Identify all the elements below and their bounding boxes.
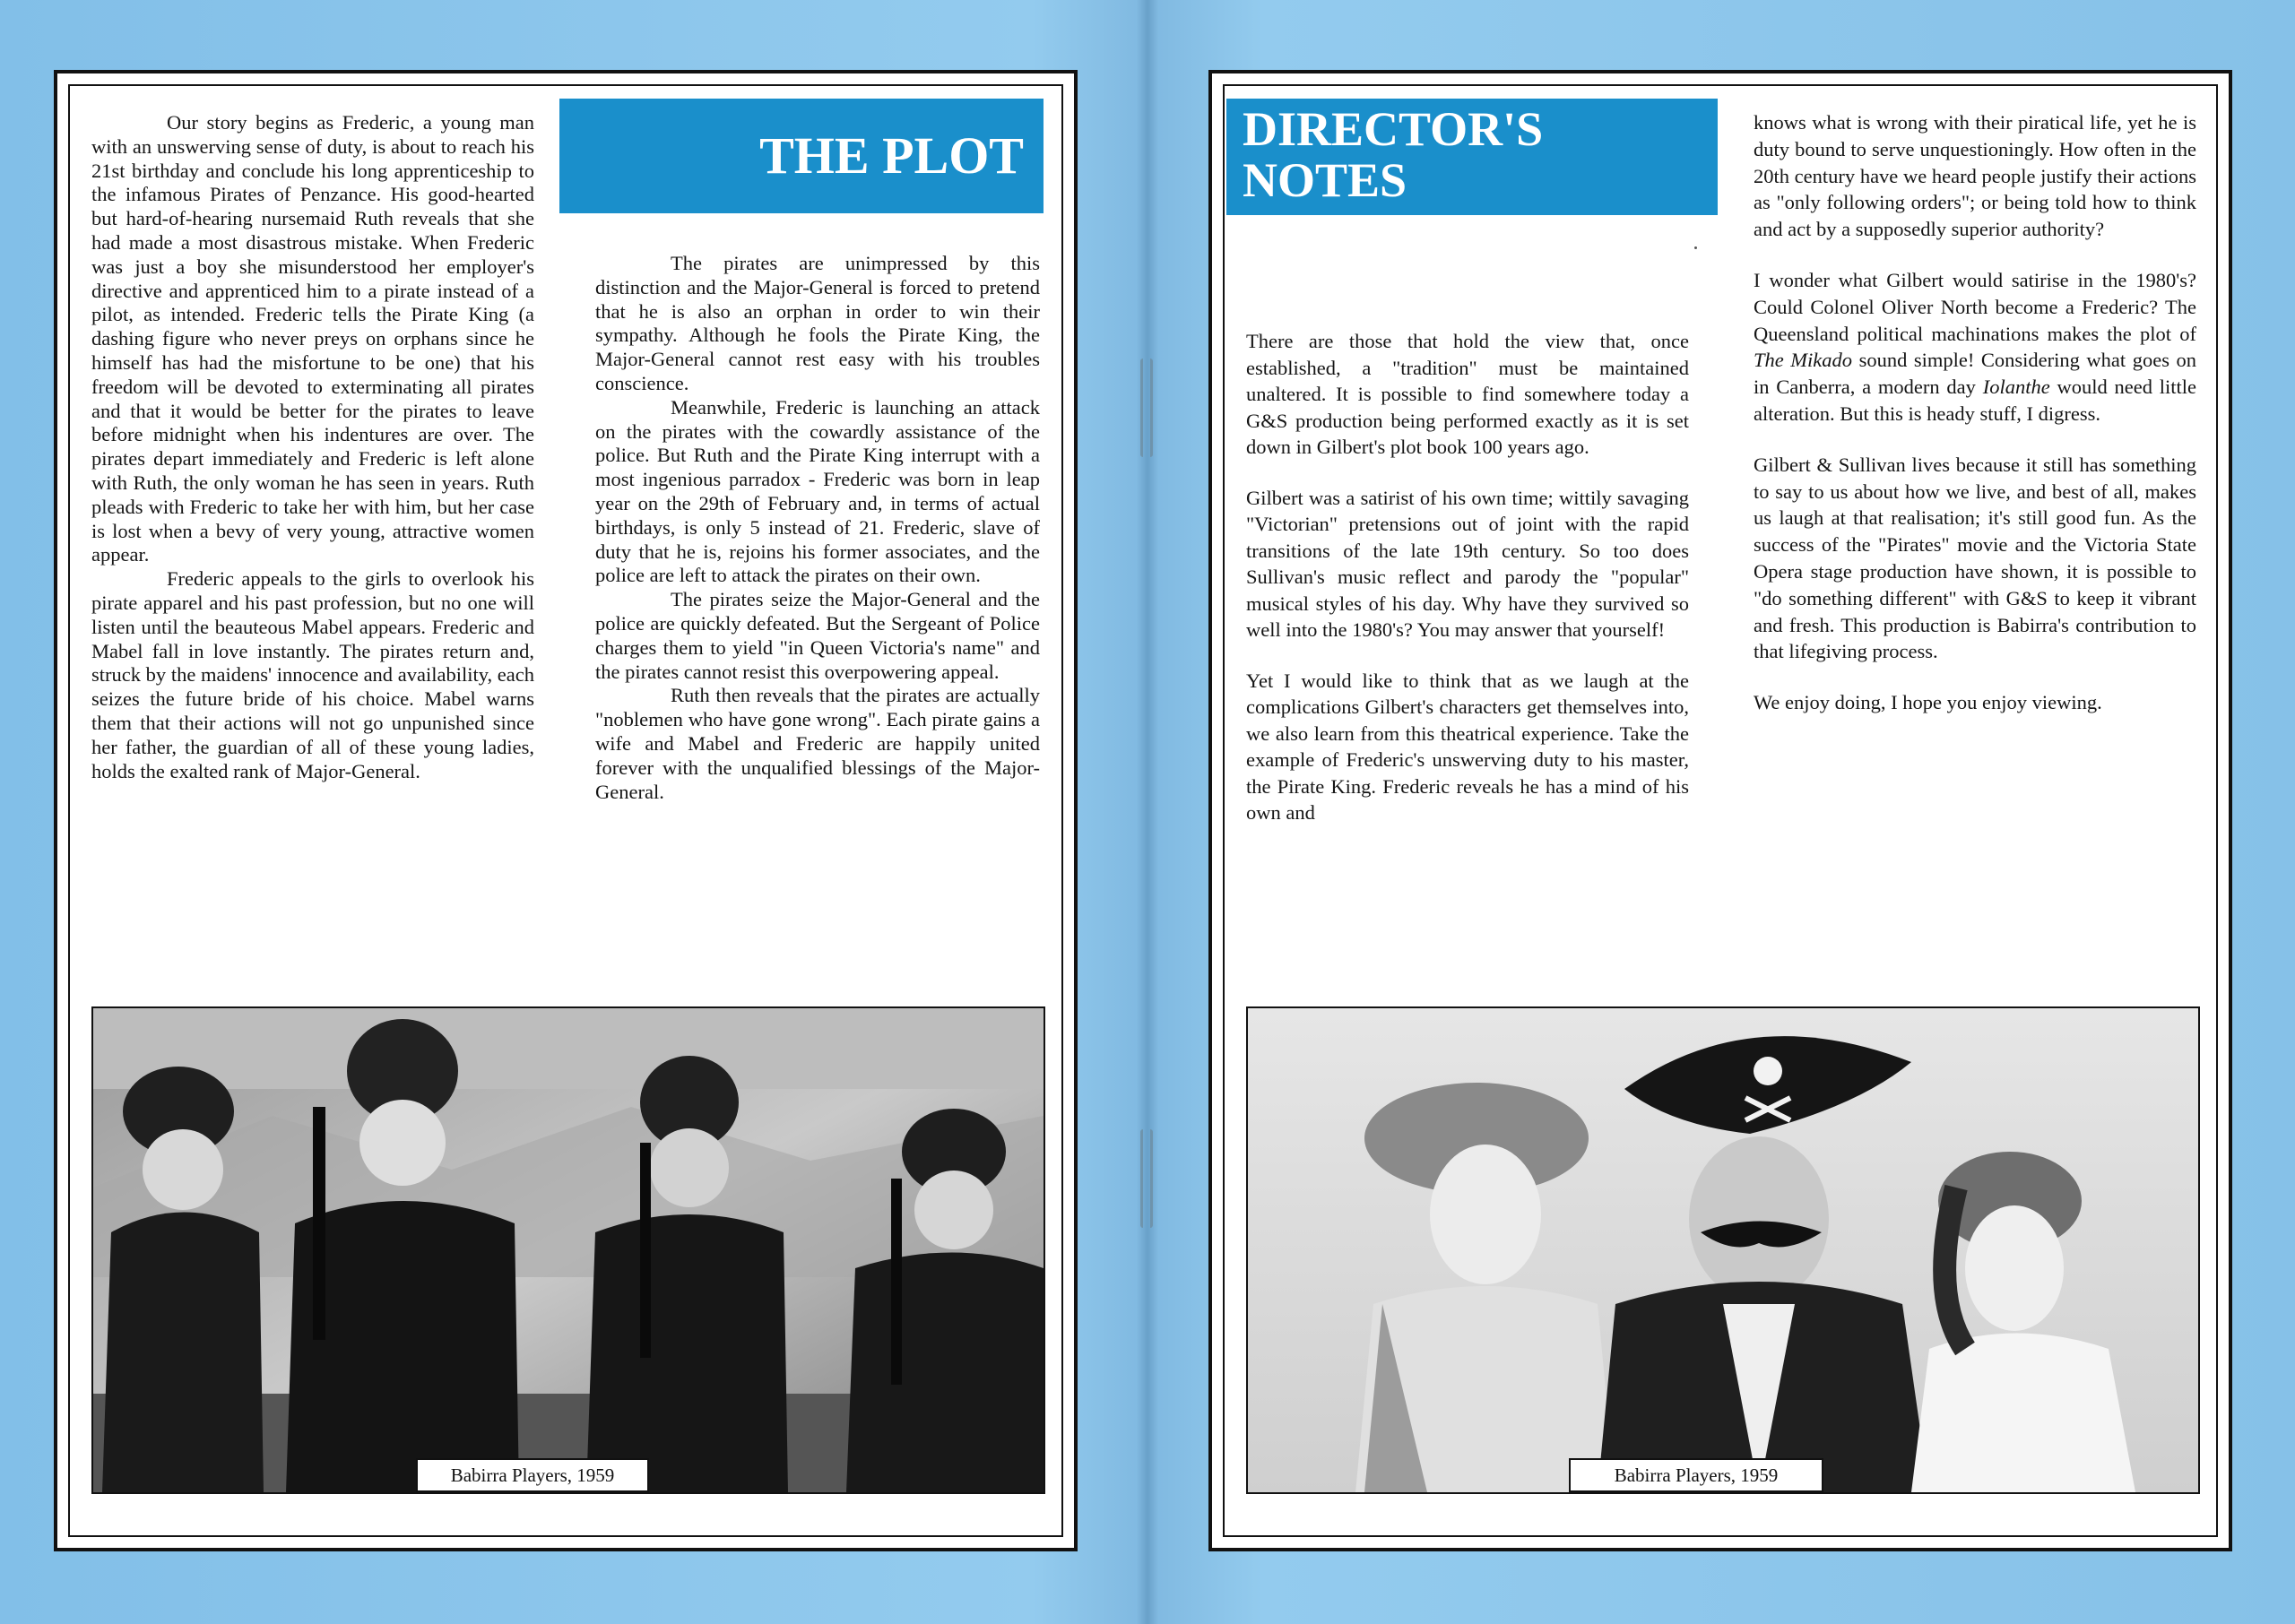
police-photo (91, 1006, 1045, 1494)
directors-title-line1: DIRECTOR'S (1243, 102, 1544, 156)
plot-photo-caption: Babirra Players, 1959 (416, 1458, 649, 1492)
directors-notes-page (1208, 70, 2232, 1551)
directors-paragraph: Gilbert & Sullivan lives because it still has something to say to us about how we live, and best of all, makes us laugh at that realisation; it's still good fun. As the success of the "Pirates" movie and the Victoria State Opera stage production have shown, it is possible to "do something different" with G&S to keep it vibrant and fresh. This production is Babirra's contribution to that lifegiving process. (1754, 453, 2196, 663)
staple-bottom (1140, 1129, 1153, 1228)
plot-column-1 (91, 111, 534, 783)
plot-title: THE PLOT (559, 99, 1044, 213)
plot-paragraph: The pirates seize the Major-General and the police are quickly defeated. But the Sergeant of Police charges them to yield "in Queen Victoria's name" and the pirates cannot resist this overpowering appeal. (595, 588, 1040, 683)
plot-paragraph: Our story begins as Frederic, a young man with an unswerving sense of duty, is about to reach his 21st birthday and conclude his long apprenticeship to the infamous Pirates of Penzance. His good-hearted but hard-of-hearing nursemaid Ruth reveals that she had made a most disastrous mistake. When Frederic was just a boy she misunderstood her employer's directive and apprenticed him to a pirate instead of a pilot, as intended. Frederic tells the Pirate King (a dashing figure who never preys on orphans since he himself has had the misfortune to be one) that his freedom will be devoted to exterminating all pirates and that it would be better for the pirates to leave before midnight when his indentures are over. The pirates depart immediately and Frederic is left alone with Ruth, the only woman he has seen in years. Ruth pleads with Frederic to take her with him, but her case is lost when a bevy of very young, attractive women appear. (91, 111, 534, 566)
para-text: sound simple! Considering what goes on in Canberra, a modern day (1754, 349, 2196, 399)
para-text: would need little alteration. But this is heady stuff, I digress. (1754, 376, 2196, 425)
police-photo-image (93, 1008, 1044, 1492)
directors-paragraph: Yet I would like to think that as we laugh at the complications Gilbert's characters get themselves into, we also learn from this theatrical experience. Take the example of Frederic's unswerving duty to his master, the Pirate King. Frederic reveals he has a mind of his own and (1246, 669, 1689, 824)
center-fold (1137, 0, 1158, 1624)
plot-paragraph: Frederic appeals to the girls to overlook his pirate apparel and his past profession, but no one will listen until the beauteous Mabel appears. Frederic and Mabel fall in love instantly. The pirates return and, struck by the maidens' innocence and availability, each seizes the future bride of his choice. Mabel warns them that their actions will not go unpunished since her father, the guardian of all of these young ladies, holds the exalted rank of Major-General. (91, 567, 534, 782)
directors-notes-title (1226, 99, 1718, 215)
para-text: I wonder what Gilbert would satirise in the 1980's? Could Colonel Oliver North become a Frederic? The Queensland political machinations makes the plot of (1754, 268, 2196, 345)
staple-top (1140, 358, 1153, 457)
plot-paragraph: Meanwhile, Frederic is launching an attack on the pirates with the cowardly assistance of the police. But Ruth and the Pirate King interrupt with a most ingenious parradox - Frederic was born in leap year on the 29th of February and, in terms of actual birthdays, is only 5 instead of 21. Frederic, slave of duty that he is, rejoins his former associates, and the police are left to attack the pirates on their own. (595, 395, 1040, 587)
mikado-title: The Mikado (1754, 349, 1853, 372)
directors-paragraph: There are those that hold the view that, once established, a "tradition" must be maintained unaltered. It is possible to find somewhere today a G&S production being performed exactly as it is set down in Gilbert's plot book 100 years ago. (1246, 330, 1689, 458)
directors-photo-caption: Babirra Players, 1959 (1569, 1458, 1823, 1492)
directors-paragraph: knows what is wrong with their piratical life, yet he is duty bound to serve unquestioningly. How often in the 20th century have we heard people justify their actions as "only following orders"; or being told how to think and act by a supposedly superior authority? (1754, 111, 2196, 241)
plot-column-2 (595, 252, 1040, 804)
directors-column-2 (1754, 109, 2196, 716)
directors-column-1 (1246, 328, 1689, 826)
directors-paragraph: Gilbert was a satirist of his own time; wittily savaging "Victorian" pretensions out of joint with the rapid transitions of the late 19th century. So too does Sullivan's music reflect and parody the "popular" musical styles of his day. Why have they survived so well into the 1980's? You may answer that yourself! (1246, 486, 1689, 641)
cast-photo (1246, 1006, 2200, 1494)
directors-paragraph (1754, 267, 2196, 428)
directors-title-line2: NOTES (1243, 153, 1407, 207)
cast-photo-image (1248, 1008, 2198, 1492)
directors-paragraph: We enjoy doing, I hope you enjoy viewing. (1754, 691, 2102, 714)
plot-page (54, 70, 1078, 1551)
iolanthe-title: Iolanthe (1982, 376, 2050, 399)
print-speck (1694, 246, 1697, 249)
plot-paragraph: The pirates are unimpressed by this distinction and the Major-General is forced to pretend that he is also an orphan in order to win their sympathy. Although he fools the Pirate King, the Major-General cannot rest easy with his troubles conscience. (595, 252, 1040, 394)
plot-paragraph: Ruth then reveals that the pirates are actually "noblemen who have gone wrong". Each pirate gains a wife and Mabel and Frederic are happily united forever with the unqualified blessings of the Major-General. (595, 684, 1040, 803)
